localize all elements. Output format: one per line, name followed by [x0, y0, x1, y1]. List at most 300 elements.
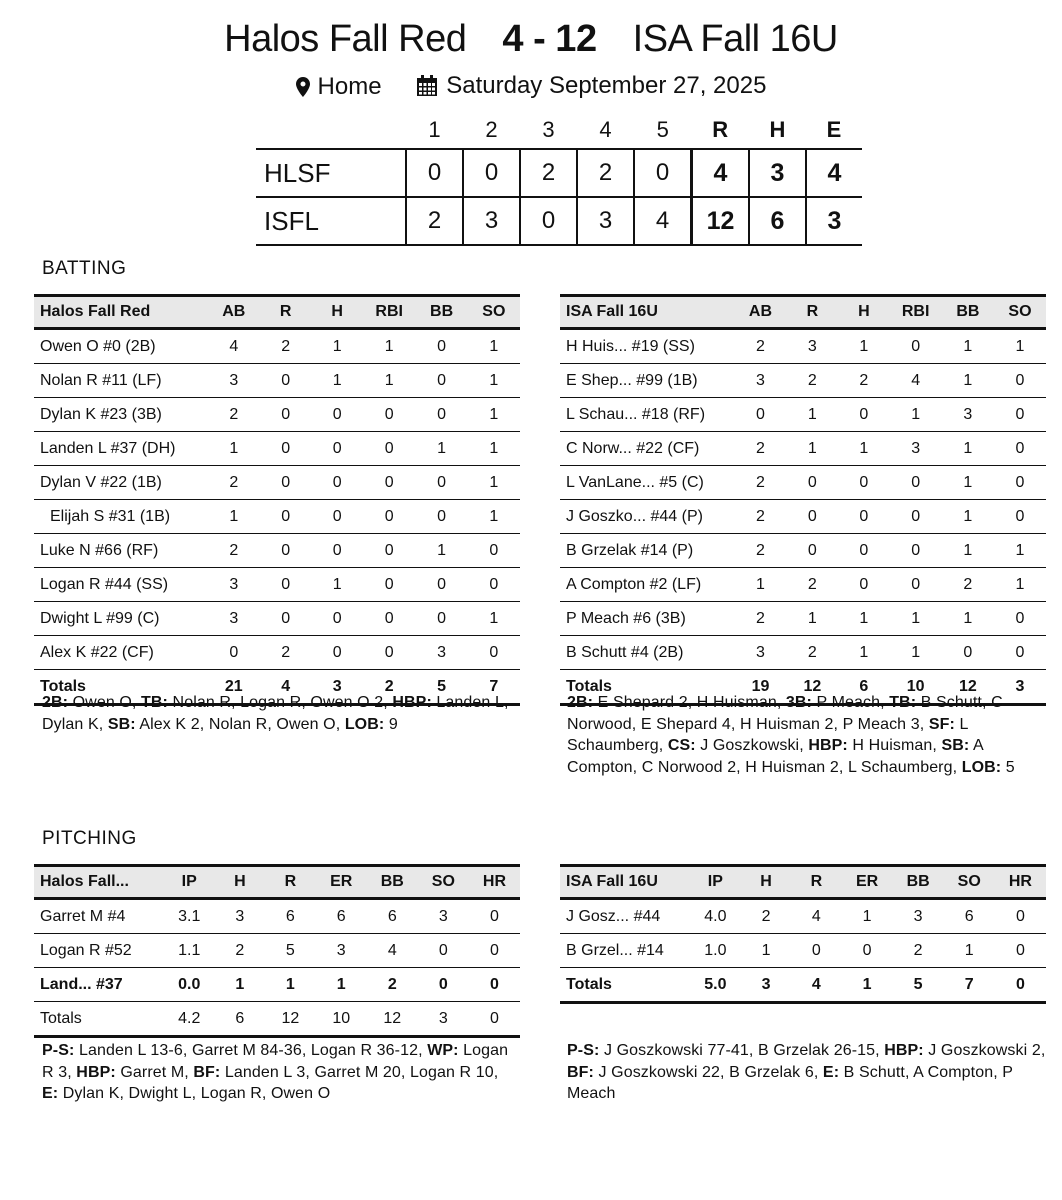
linescore-header [256, 112, 862, 149]
player-row [34, 968, 520, 1002]
stat-ab: 2 [756, 609, 765, 627]
stat-so: 0 [1015, 609, 1025, 627]
stat-so: 1 [489, 337, 499, 355]
stat-r: 0 [281, 541, 291, 559]
player-name: Landen L #37 (DH) [40, 439, 176, 457]
stat-ab: 0 [756, 405, 765, 423]
note-key: WP: [427, 1042, 459, 1059]
player-name: H Huis... #19 (SS) [566, 337, 695, 355]
stat-er: 1 [862, 907, 872, 925]
stat-r: 4 [811, 907, 821, 925]
stat-ab: 4 [229, 337, 239, 355]
location-label: Home [317, 73, 382, 100]
total-rbi: 10 [906, 677, 925, 695]
note-value: B Schutt, A Compton, P Meach [567, 1063, 1013, 1102]
total-h: 3 [761, 975, 771, 993]
stat-h: 0 [859, 541, 869, 559]
total-r: 4 [811, 975, 821, 993]
note-key: 2B: [567, 694, 594, 711]
stat-so: 1 [964, 941, 974, 959]
column-header-ab: AB [208, 296, 260, 329]
note-key: 3B: [785, 694, 812, 711]
player-name: J Gosz... #44 [566, 907, 661, 925]
totals-label: Totals [566, 677, 612, 695]
column-header-ip: IP [690, 866, 741, 899]
hits-total: 3 [749, 149, 806, 197]
stat-h: 0 [859, 405, 869, 423]
pitching-notes-away [567, 1040, 1047, 1105]
stat-bb: 1 [963, 473, 973, 491]
player-row [34, 364, 520, 398]
player-name: J Goszko... #44 (P) [566, 507, 703, 525]
note-value: Landen L 13-6, Garret M 84-36, Logan R 36-12, [74, 1042, 428, 1059]
note-value: J Goszkowski, [695, 737, 809, 754]
game-meta [0, 72, 1062, 104]
note-value: J Goszkowski 22, B Grzelak 6, [593, 1063, 823, 1081]
stat-r: 1 [807, 439, 817, 457]
stat-h: 1 [332, 371, 342, 389]
note-key: HBP: [808, 737, 848, 754]
batting-section-title: BATTING [42, 258, 127, 279]
batting-table-away [560, 294, 1046, 706]
stat-bb: 1 [963, 507, 973, 525]
stat-r: 0 [281, 371, 291, 389]
game-date [416, 72, 766, 100]
stat-r: 2 [807, 371, 817, 389]
note-key: SF: [928, 715, 955, 733]
stat-ip: 3.1 [178, 907, 201, 925]
stat-rbi: 0 [384, 575, 394, 593]
player-row [34, 568, 520, 602]
stat-rbi: 1 [911, 643, 921, 661]
stat-ab: 1 [229, 507, 239, 525]
note-key: E: [822, 1063, 840, 1081]
stat-so: 0 [1015, 371, 1025, 389]
total-r: 12 [803, 677, 822, 695]
linescore-team: ISFL [264, 205, 319, 236]
team-header: ISA Fall 16U [560, 296, 734, 329]
stat-h: 0 [332, 473, 342, 491]
inning-2-header: 2 [485, 117, 498, 142]
pitching-table-away [560, 864, 1046, 1004]
player-row [34, 432, 520, 466]
stat-bb: 0 [437, 609, 447, 627]
note-value: Landen L, Dylan K, [42, 694, 509, 733]
totals-label: Totals [40, 677, 86, 695]
note-key: E: [42, 1085, 59, 1102]
player-name: E Shep... #99 (1B) [566, 371, 698, 389]
linescore-team: HLSF [264, 157, 331, 188]
inning-score: 0 [634, 149, 692, 197]
stat-bb: 3 [437, 643, 447, 661]
stat-so: 0 [1015, 507, 1025, 525]
stat-r: 5 [285, 941, 295, 959]
note-value: B Schutt, C Norwood, E Shepard 4, H Huisman 2, P Meach 3, [567, 694, 1003, 733]
hits-total: 6 [749, 197, 806, 245]
player-name: B Schutt #4 (2B) [566, 643, 684, 661]
note-key: SB: [941, 737, 970, 754]
stat-h: 3 [235, 907, 245, 925]
errors-total: 4 [806, 149, 862, 197]
totals-label: Totals [566, 975, 612, 993]
stat-h: 1 [859, 439, 869, 457]
stat-h: 0 [859, 575, 869, 593]
player-name: Owen O #0 (2B) [40, 337, 156, 355]
stat-so: 1 [1015, 575, 1025, 593]
stat-bb: 0 [437, 575, 447, 593]
stat-so: 1 [1015, 337, 1025, 355]
note-key: TB: [889, 694, 917, 711]
stat-r: 2 [281, 643, 291, 661]
player-row [34, 466, 520, 500]
stat-r: 0 [281, 439, 291, 457]
stat-rbi: 1 [911, 609, 921, 627]
stat-h: 1 [859, 609, 869, 627]
stat-bb: 1 [963, 371, 973, 389]
stat-bb: 2 [913, 941, 923, 959]
inning-4-header: 4 [599, 117, 612, 142]
total-h: 6 [859, 677, 869, 695]
note-value: Landen L 3, Garret M 20, Logan R 10, [220, 1063, 499, 1081]
stat-r: 3 [807, 337, 817, 355]
stat-bb: 0 [437, 473, 447, 491]
inning-score: 3 [463, 197, 520, 245]
stat-bb: 1 [437, 439, 447, 457]
note-value: A Compton, C Norwood 2, H Huisman 2, L Schaumberg, [567, 737, 983, 776]
note-value: H Huisman, [847, 737, 942, 754]
stat-so: 1 [1015, 541, 1025, 559]
stat-rbi: 1 [384, 337, 394, 355]
note-key: HBP: [884, 1042, 924, 1059]
player-name: B Grzelak #14 (P) [566, 541, 694, 559]
stat-hr: 0 [489, 907, 499, 925]
stat-r: 0 [807, 507, 817, 525]
stat-er: 6 [336, 907, 346, 925]
stat-hr: 0 [489, 975, 499, 993]
stat-rbi: 0 [384, 507, 394, 525]
stat-ab: 2 [756, 473, 765, 491]
table-header-row [560, 296, 1046, 329]
player-row [560, 534, 1046, 568]
player-name: C Norw... #22 (CF) [566, 439, 700, 457]
column-header-h: H [311, 296, 363, 329]
inning-score: 0 [463, 149, 520, 197]
note-value: 5 [1001, 758, 1015, 776]
total-h: 6 [235, 1009, 245, 1027]
player-row [560, 329, 1046, 364]
stat-so: 0 [1015, 473, 1025, 491]
player-name: B Grzel... #14 [566, 941, 664, 959]
stat-rbi: 0 [911, 337, 921, 355]
column-header-bb: BB [893, 866, 944, 899]
errors-total: 3 [806, 197, 862, 245]
stat-bb: 3 [913, 907, 923, 925]
stat-er: 1 [336, 975, 346, 993]
player-name: L Schau... #18 (RF) [566, 405, 706, 423]
stat-so: 0 [489, 643, 499, 661]
inning-3-header: 3 [542, 117, 555, 142]
stat-r: 0 [281, 405, 291, 423]
note-value: Garret M, [115, 1063, 194, 1081]
stat-h: 0 [332, 643, 342, 661]
runs-header: R [712, 117, 729, 142]
inning-score: 3 [577, 197, 634, 245]
note-key: P-S: [42, 1042, 75, 1059]
column-header-hr: HR [469, 866, 520, 899]
player-row [560, 568, 1046, 602]
stat-ab: 2 [756, 439, 765, 457]
stat-h: 2 [761, 907, 771, 925]
stat-rbi: 0 [911, 575, 921, 593]
column-header-rbi: RBI [889, 296, 941, 329]
inning-score: 2 [406, 197, 463, 245]
totals-label: Totals [40, 1009, 82, 1027]
total-r: 12 [281, 1009, 300, 1027]
note-value: J Goszkowski 77-41, B Grzelak 26-15, [599, 1042, 885, 1059]
stat-so: 1 [489, 473, 499, 491]
table-header-row [34, 296, 520, 329]
column-header-r: R [260, 296, 312, 329]
stat-h: 0 [859, 507, 869, 525]
total-ip: 5.0 [704, 975, 727, 993]
player-row [34, 329, 520, 364]
stat-h: 0 [859, 473, 869, 491]
stat-ab: 2 [229, 473, 239, 491]
player-name: Luke N #66 (RF) [40, 541, 159, 559]
stat-ab: 2 [756, 541, 765, 559]
inning-score: 4 [634, 197, 692, 245]
location [296, 73, 382, 101]
stat-ab: 2 [756, 507, 765, 525]
linescore-row-away [256, 197, 862, 245]
column-header-er: ER [842, 866, 893, 899]
player-name: Logan R #52 [40, 941, 132, 959]
stat-so: 0 [489, 541, 499, 559]
stat-r: 1 [807, 405, 817, 423]
note-key: CS: [667, 737, 696, 754]
stat-ab: 2 [756, 337, 765, 355]
stat-bb: 1 [963, 337, 973, 355]
total-ab: 19 [751, 677, 770, 695]
totals-row [560, 968, 1046, 1003]
total-ip: 4.2 [178, 1009, 201, 1027]
column-header-rbi: RBI [363, 296, 416, 329]
total-h: 3 [332, 677, 342, 695]
stat-rbi: 0 [384, 473, 394, 491]
player-row [34, 398, 520, 432]
player-row [560, 602, 1046, 636]
player-name: P Meach #6 (3B) [566, 609, 686, 627]
note-key: HBP: [76, 1063, 116, 1081]
stat-ab: 3 [229, 371, 239, 389]
totals-row [34, 1002, 520, 1037]
final-score: 4 - 12 [502, 18, 597, 60]
stat-ab: 3 [229, 609, 239, 627]
stat-r: 0 [281, 507, 291, 525]
stat-h: 2 [859, 371, 869, 389]
note-value: Owen O, [68, 694, 142, 711]
total-er: 1 [862, 975, 872, 993]
note-key: BF: [567, 1063, 594, 1081]
inning-score: 2 [577, 149, 634, 197]
stat-h: 0 [332, 439, 342, 457]
stat-so: 0 [438, 975, 448, 993]
team-header: ISA Fall 16U [560, 866, 690, 899]
stat-so: 1 [489, 609, 499, 627]
stat-so: 1 [489, 507, 499, 525]
total-hr: 0 [1015, 975, 1025, 993]
stat-r: 0 [281, 609, 291, 627]
runs-total: 4 [692, 149, 750, 197]
stat-bb: 4 [387, 941, 397, 959]
column-header-h: H [741, 866, 791, 899]
stat-ab: 0 [229, 643, 239, 661]
note-key: HBP: [392, 694, 432, 711]
player-row [34, 899, 520, 934]
stat-r: 2 [281, 337, 291, 355]
stat-h: 1 [859, 643, 869, 661]
stat-rbi: 1 [384, 371, 394, 389]
stat-bb: 0 [963, 643, 973, 661]
player-row [560, 636, 1046, 670]
stat-ab: 2 [229, 405, 239, 423]
total-bb: 5 [437, 677, 447, 695]
stat-er: 3 [336, 941, 346, 959]
stat-bb: 2 [963, 575, 973, 593]
stat-h: 1 [761, 941, 771, 959]
home-team-name: Halos Fall Red [224, 18, 467, 60]
date-label: Saturday September 27, 2025 [446, 72, 767, 99]
calendar-icon [416, 75, 438, 97]
player-row [560, 398, 1046, 432]
pitching-notes-home [42, 1040, 517, 1105]
column-header-bb: BB [415, 296, 467, 329]
linescore-row-home [256, 149, 862, 197]
stat-ip: 0.0 [178, 975, 201, 993]
stat-rbi: 0 [911, 473, 921, 491]
player-name: Dylan K #23 (3B) [40, 405, 162, 423]
stat-rbi: 0 [384, 643, 394, 661]
map-pin-icon [296, 77, 310, 97]
stat-h: 1 [332, 575, 342, 593]
stat-r: 2 [807, 575, 817, 593]
stat-bb: 1 [437, 541, 447, 559]
player-row [560, 432, 1046, 466]
total-bb: 12 [958, 677, 977, 695]
stat-ab: 3 [756, 643, 765, 661]
player-name: L VanLane... #5 (C) [566, 473, 704, 491]
column-header-r: R [265, 866, 316, 899]
stat-ab: 3 [756, 371, 765, 389]
inning-score: 0 [520, 197, 577, 245]
hits-header: H [769, 117, 786, 142]
team-header: Halos Fall Red [34, 296, 208, 329]
stat-so: 6 [964, 907, 974, 925]
linescore-team-header [256, 112, 406, 149]
stat-hr: 0 [1015, 941, 1025, 959]
stat-r: 1 [807, 609, 817, 627]
stat-r: 0 [811, 941, 821, 959]
note-value: E Shepard 2, H Huisman, [593, 694, 786, 711]
note-value: Alex K 2, Nolan R, Owen O, [135, 715, 345, 733]
column-header-ab: AB [734, 296, 786, 329]
stat-r: 0 [807, 473, 817, 491]
note-key: TB: [141, 694, 168, 711]
stat-bb: 0 [437, 507, 447, 525]
inning-score: 2 [520, 149, 577, 197]
column-header-h: H [838, 296, 889, 329]
total-rbi: 2 [384, 677, 394, 695]
table-header-row [34, 866, 520, 899]
note-key: P-S: [567, 1042, 600, 1059]
stat-h: 0 [332, 507, 342, 525]
stat-r: 1 [285, 975, 295, 993]
stat-r: 0 [281, 575, 291, 593]
total-r: 4 [281, 677, 291, 695]
note-key: BF: [193, 1063, 221, 1081]
stat-bb: 0 [437, 371, 447, 389]
stat-bb: 1 [963, 609, 973, 627]
note-value: Dylan K, Dwight L, Logan R, Owen O [58, 1085, 331, 1102]
column-header-so: SO [468, 296, 520, 329]
note-key: LOB: [344, 715, 385, 733]
stat-bb: 1 [963, 541, 973, 559]
pitching-section-title: PITCHING [42, 828, 137, 849]
column-header-hr: HR [995, 866, 1046, 899]
note-value: J Goszkowski 2, [923, 1042, 1046, 1059]
note-value: 9 [384, 715, 398, 733]
game-title [0, 18, 1062, 61]
stat-rbi: 1 [911, 405, 921, 423]
stat-so: 1 [489, 439, 499, 457]
player-name: Land... #37 [40, 975, 123, 993]
stat-bb: 2 [387, 975, 397, 993]
stat-ab: 1 [229, 439, 239, 457]
errors-header: E [826, 117, 842, 142]
total-so: 7 [489, 677, 499, 695]
inning-1-header: 1 [428, 117, 441, 142]
stat-so: 0 [438, 941, 448, 959]
stat-h: 0 [332, 405, 342, 423]
stat-so: 0 [1015, 643, 1025, 661]
stat-er: 0 [862, 941, 872, 959]
stat-rbi: 0 [384, 439, 394, 457]
stat-rbi: 0 [384, 405, 394, 423]
total-so: 7 [964, 975, 974, 993]
note-key: SB: [107, 715, 136, 733]
stat-r: 0 [807, 541, 817, 559]
player-name: Alex K #22 (CF) [40, 643, 154, 661]
stat-h: 0 [332, 609, 342, 627]
column-header-ip: IP [164, 866, 215, 899]
player-name: Elijah S #31 (1B) [50, 507, 171, 525]
stat-bb: 0 [437, 337, 447, 355]
stat-rbi: 4 [911, 371, 921, 389]
note-value: Logan R 3, [42, 1042, 509, 1081]
stat-bb: 6 [387, 907, 397, 925]
stat-rbi: 3 [911, 439, 921, 457]
column-header-so: SO [418, 866, 469, 899]
player-name: Dylan V #22 (1B) [40, 473, 162, 491]
column-header-bb: BB [942, 296, 994, 329]
stat-ip: 4.0 [704, 907, 727, 925]
stat-hr: 0 [1015, 907, 1025, 925]
column-header-er: ER [316, 866, 367, 899]
stat-bb: 0 [437, 405, 447, 423]
inning-5-header: 5 [656, 117, 669, 142]
team-header: Halos Fall... [34, 866, 164, 899]
inning-score: 0 [406, 149, 463, 197]
